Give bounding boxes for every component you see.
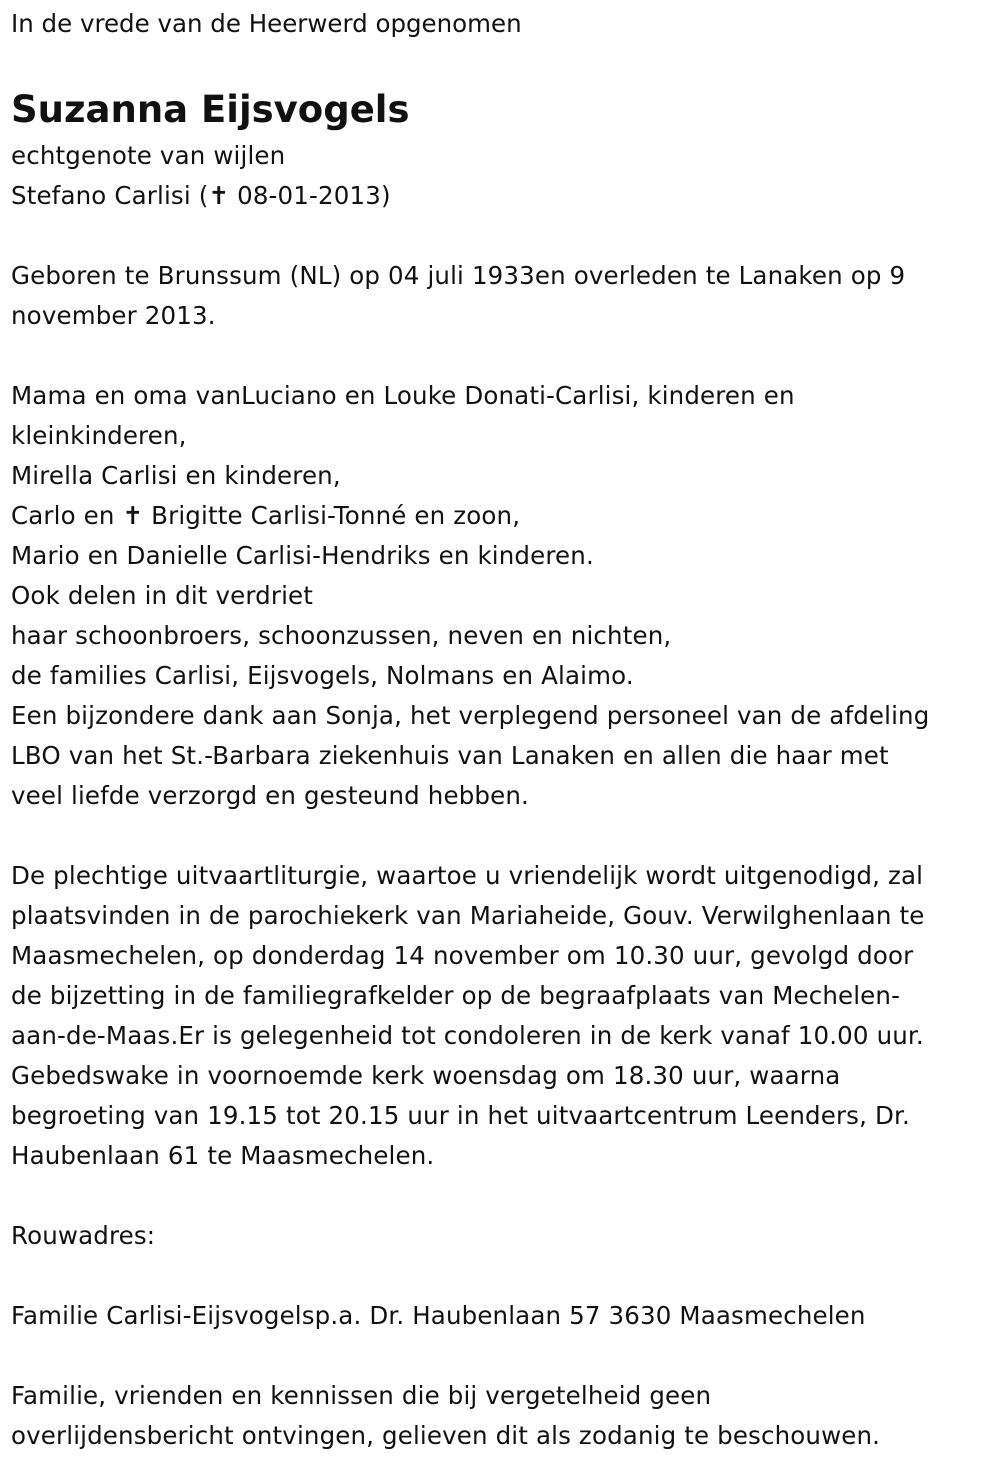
ceremony-line: aan-de-Maas.Er is gelegenheid tot condoleren in de kerk vanaf 10.00 uur.: [11, 1021, 924, 1050]
spouse-death-date: 08-01-2013): [229, 181, 391, 210]
family-section: [11, 376, 990, 816]
ceremony-line: begroeting van 19.15 tot 20.15 uur in het uitvaartcentrum Leenders, Dr.: [11, 1101, 910, 1130]
cross-icon: ✝: [208, 181, 230, 210]
thanks-line: veel liefde verzorgd en gesteund hebben.: [11, 781, 529, 810]
deceased-name: Suzanna Eijsvogels: [11, 88, 410, 131]
family-line: [11, 496, 990, 536]
birth-death-line: november 2013.: [11, 301, 216, 330]
closing-line: Familie, vrienden en kennissen die bij vergetelheid geen: [11, 1381, 712, 1410]
birth-death-section: [11, 256, 990, 336]
thanks-line: Een bijzondere dank aan Sonja, het verplegend personeel van de afdeling: [11, 701, 930, 730]
ceremony-line: Gebedswake in voornoemde kerk woensdag om 18.30 uur, waarna: [11, 1061, 841, 1090]
birth-death-line: Geboren te Brunssum (NL) op 04 juli 1933en overleden te Lanaken op 9: [11, 261, 906, 290]
spouse-intro: echtgenote van wijlen: [11, 141, 286, 170]
ceremony-line: Maasmechelen, op donderdag 14 november om 10.30 uur, gevolgd door: [11, 941, 914, 970]
cross-icon: ✝: [122, 501, 144, 530]
spouse-section: [11, 136, 990, 216]
family-line: Mirella Carlisi en kinderen,: [11, 461, 341, 490]
family-line-part: Carlo en: [11, 501, 123, 530]
closing-line: overlijdensbericht ontvingen, gelieven dit als zodanig te beschouwen.: [11, 1421, 881, 1450]
ceremony-line: De plechtige uitvaartliturgie, waartoe u vriendelijk wordt uitgenodigd, zal: [11, 861, 924, 890]
family-line: de families Carlisi, Eijsvogels, Nolmans en Alaimo.: [11, 661, 634, 690]
family-line-part: Brigitte Carlisi-Tonné en zoon,: [143, 501, 521, 530]
ceremony-line: plaatsvinden in de parochiekerk van Mariaheide, Gouv. Verwilghenlaan te: [11, 901, 925, 930]
ceremony-section: [11, 856, 990, 1176]
family-line: Mario en Danielle Carlisi-Hendriks en kinderen.: [11, 541, 594, 570]
intro-line: In de vrede van de Heerwerd opgenomen: [11, 9, 522, 38]
mourning-address: Familie Carlisi-Eijsvogelsp.a. Dr. Haubenlaan 57 3630 Maasmechelen: [11, 1301, 866, 1330]
family-line: Ook delen in dit verdriet: [11, 581, 314, 610]
closing-section: [11, 1376, 990, 1456]
spouse-line: [11, 176, 990, 216]
family-line: kleinkinderen,: [11, 421, 187, 450]
ceremony-line: Haubenlaan 61 te Maasmechelen.: [11, 1141, 435, 1170]
ceremony-line: de bijzetting in de familiegrafkelder op de begraafplaats van Mechelen-: [11, 981, 901, 1010]
family-line: Mama en oma vanLuciano en Louke Donati-Carlisi, kinderen en: [11, 381, 795, 410]
address-label: Rouwadres:: [11, 1221, 156, 1250]
thanks-line: LBO van het St.-Barbara ziekenhuis van Lanaken en allen die haar met: [11, 741, 889, 770]
family-line: haar schoonbroers, schoonzussen, neven en nichten,: [11, 621, 672, 650]
spouse-name: Stefano Carlisi (: [11, 181, 209, 210]
